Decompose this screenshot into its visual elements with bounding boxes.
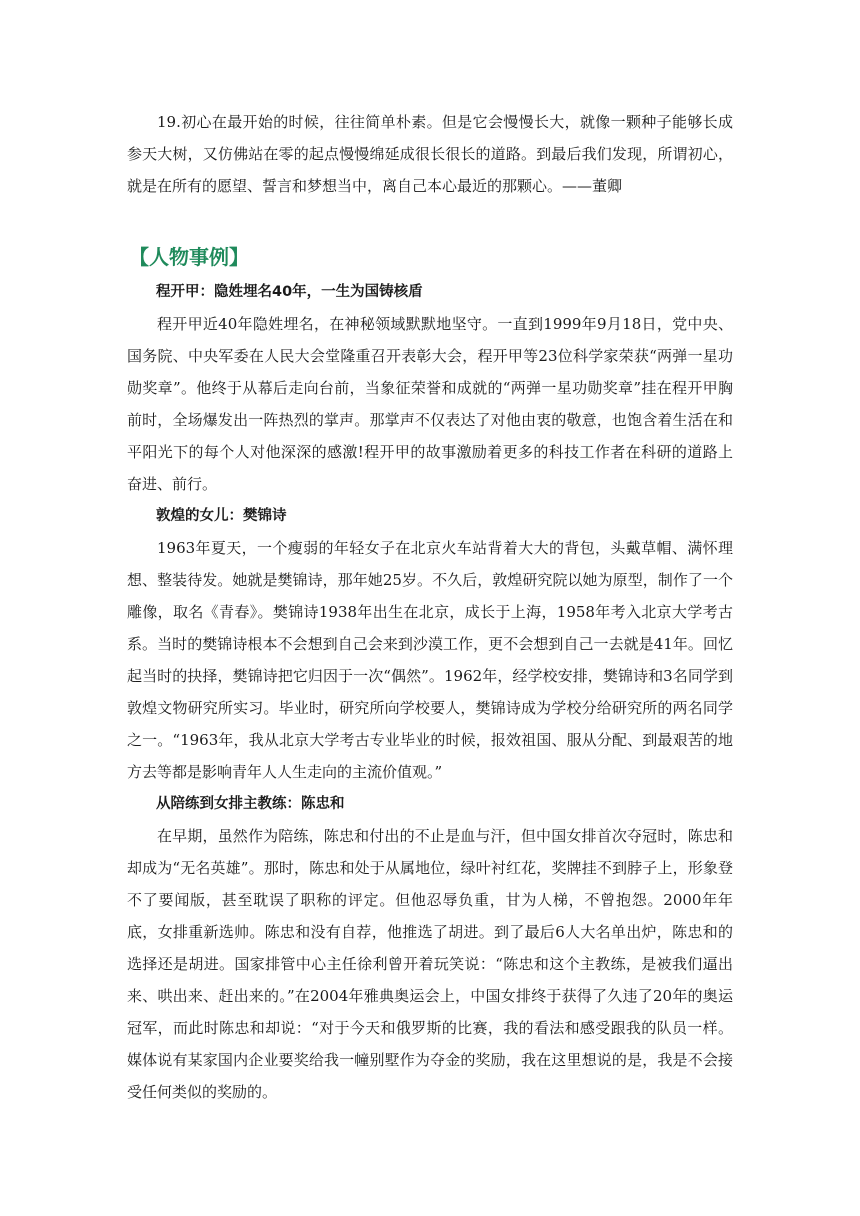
quote-paragraph: 19.初心在最开始的时候，往往简单朴素。但是它会慢慢长大，就像一颗种子能够长成参天大树，又仿佛站在零的起点慢慢绵延成很长很长的道路。到最后我们发现，所谓初心，就是在所有的愿望、誓言和梦想当中，离自己本心最近的那颗心。——董卿 (127, 113, 733, 195)
section-heading: 【人物事例】 (129, 245, 249, 269)
case-title-cheng: 程开甲：隐姓埋名40年，一生为国铸核盾 (156, 284, 423, 300)
case-title-fan: 敦煌的女儿：樊锦诗 (156, 508, 287, 524)
case-body-chen: 在早期，虽然作为陪练，陈忠和付出的不止是血与汗，但中国女排首次夺冠时，陈忠和却成为“无名英雄”。那时，陈忠和处于从属地位，绿叶衬红花，奖牌挂不到脖子上，形象登不了要闻版，甚至耽误了职称的评定。但他忍辱负重，甘为人梯，不曾抱怨。2000年年底，女排重新选帅。陈忠和没有自荐，他推选了胡进。到了最后6人大名单出炉，陈忠和的选择还是胡进。国家排管中心主任徐利曾开着玩笑说：“陈忠和这个主教练，是被我们逼出来、哄出来、赶出来的。”在2004年雅典奥运会上，中国女排终于获得了久违了20年的奥运冠军，而此时陈忠和却说：“对于今天和俄罗斯的比赛，我的看法和感受跟我的队员一样。媒体说有某家国内企业要奖给我一幢别墅作为夺金的奖励，我在这里想说的是，我是不会接受任何类似的奖励的。 (127, 827, 733, 1101)
case-body-fan: 1963年夏天，一个瘦弱的年轻女子在北京火车站背着大大的背包，头戴草帽、满怀理想、整装待发。她就是樊锦诗，那年她25岁。不久后，敦煌研究院以她为原型，制作了一个雕像，取名《青春》。樊锦诗1938年出生在北京，成长于上海，1958年考入北京大学考古系。当时的樊锦诗根本不会想到自己会来到沙漠工作，更不会想到自己一去就是41年。回忆起当时的抉择，樊锦诗把它归因于一次“偶然”。1962年，经学校安排，樊锦诗和3名同学到敦煌文物研究所实习。毕业时，研究所向学校要人，樊锦诗成为学校分给研究所的两名同学之一。“1963年，我从北京大学考古专业毕业的时候，报效祖国、服从分配、到最艰苦的地方去等都是影响青年人人生走向的主流价值观。” (127, 539, 733, 781)
case-title-chen: 从陪练到女排主教练：陈忠和 (156, 796, 345, 812)
case-body-cheng: 程开甲近40年隐姓埋名，在神秘领域默默地坚守。一直到1999年9月18日，党中央、国务院、中央军委在人民大会堂隆重召开表彰大会，程开甲等23位科学家荣获“两弹一星功勋奖章”。他终于从幕后走向台前，当象征荣誉和成就的“两弹一星功勋奖章”挂在程开甲胸前时，全场爆发出一阵热烈的掌声。那掌声不仅表达了对他由衷的敬意，也饱含着生活在和平阳光下的每个人对他深深的感激!程开甲的故事激励着更多的科技工作者在科研的道路上奋进、前行。 (127, 315, 733, 493)
document-page (127, 106, 733, 1108)
